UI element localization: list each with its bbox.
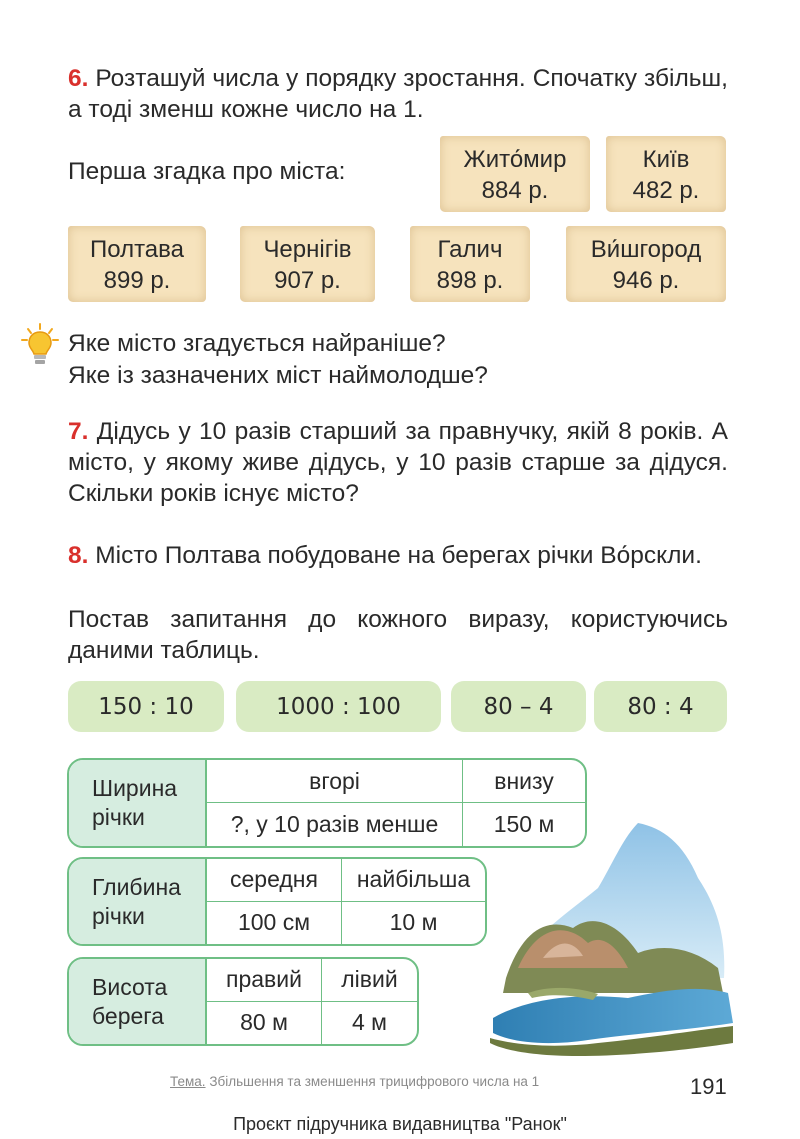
- footer-topic: [170, 1074, 539, 1089]
- column-header: лівий: [321, 959, 417, 1002]
- table-cell: 150 м: [462, 803, 585, 846]
- city-year: 884 р.: [481, 177, 549, 204]
- task-6-text: [68, 63, 728, 125]
- city-name: Жито́мир: [463, 146, 567, 173]
- city-card-chernihiv: [240, 226, 375, 302]
- city-card-vyshhorod: [566, 226, 726, 302]
- city-name: Київ: [642, 146, 690, 173]
- table-cell: 10 м: [341, 902, 485, 945]
- city-year: 907 р.: [274, 267, 341, 294]
- expression-1: 150 : 10: [68, 681, 224, 732]
- task-6-statement: Розташуй числа у порядку зростання. Спочатку збільш, а тоді зменш кожне число на 1.: [68, 65, 728, 123]
- city-year: 899 р.: [103, 267, 171, 294]
- city-card-zhytomyr: [440, 136, 590, 212]
- column-header: вгорі: [207, 760, 462, 803]
- cities-intro: Перша згадка про міста:: [68, 158, 346, 185]
- topic-label: Тема.: [170, 1074, 206, 1089]
- question-earliest: Яке місто згадується найраніше?: [68, 330, 446, 357]
- row-label: Глибина річки: [69, 859, 207, 944]
- river-depth-table: [67, 857, 487, 946]
- table-cell: 4 м: [321, 1002, 417, 1045]
- bank-height-table: [67, 957, 419, 1046]
- city-card-halych: [410, 226, 530, 302]
- page-number: 191: [690, 1074, 727, 1099]
- task-8-instruction: Постав запитання до кожного виразу, користуючись даними таблиць.: [68, 606, 728, 664]
- task-7-number: 7.: [68, 418, 89, 445]
- task-7-statement: Дідусь у 10 разів старший за правнучку, якій 8 років. А місто, у якому живе дідусь, у 10 разів старше за дідуся. Скільки років існує місто?: [68, 418, 728, 507]
- table-cell: 100 см: [237, 909, 311, 936]
- row-label: Ширина річки: [69, 760, 207, 846]
- question-youngest: Яке із зазначених міст наймолодше?: [68, 362, 488, 389]
- city-year: 898 р.: [436, 267, 504, 294]
- task-6-number: 6.: [68, 65, 89, 92]
- city-year: 946 р.: [612, 267, 680, 294]
- table-cell: ?, у 10 разів менше: [230, 811, 439, 837]
- city-name: Полтава: [90, 236, 184, 263]
- row-label: Висота берега: [69, 959, 207, 1044]
- task-8-statement: Місто Полтава побудоване на берегах річки Во́рскли.: [95, 542, 702, 569]
- project-caption: Проєкт підручника видавництва "Ранок": [233, 1114, 567, 1134]
- city-card-kyiv: [606, 136, 726, 212]
- column-header: середня: [207, 859, 341, 902]
- river-landscape-image: [488, 818, 738, 1058]
- lightbulb-icon: [20, 322, 60, 370]
- column-header: правий: [207, 959, 321, 1002]
- city-name: Чернігів: [263, 236, 352, 263]
- task-8-number: 8.: [68, 542, 89, 569]
- column-header: найбільша: [341, 859, 485, 902]
- expression-4: 80 : 4: [594, 681, 727, 732]
- expression-2: 1000 : 100: [236, 681, 441, 732]
- city-year: 482 р.: [632, 177, 700, 204]
- expression-3: 80 – 4: [451, 681, 586, 732]
- column-header: внизу: [462, 760, 585, 803]
- task-8-text: [68, 540, 728, 571]
- table-cell: 80 м: [240, 1009, 288, 1036]
- city-card-poltava: [68, 226, 206, 302]
- city-name: Ви́шгород: [590, 236, 702, 263]
- city-name: Галич: [437, 236, 503, 263]
- task-7-text: [68, 416, 728, 509]
- topic-text: Збільшення та зменшення трицифрового числа на 1: [209, 1074, 540, 1089]
